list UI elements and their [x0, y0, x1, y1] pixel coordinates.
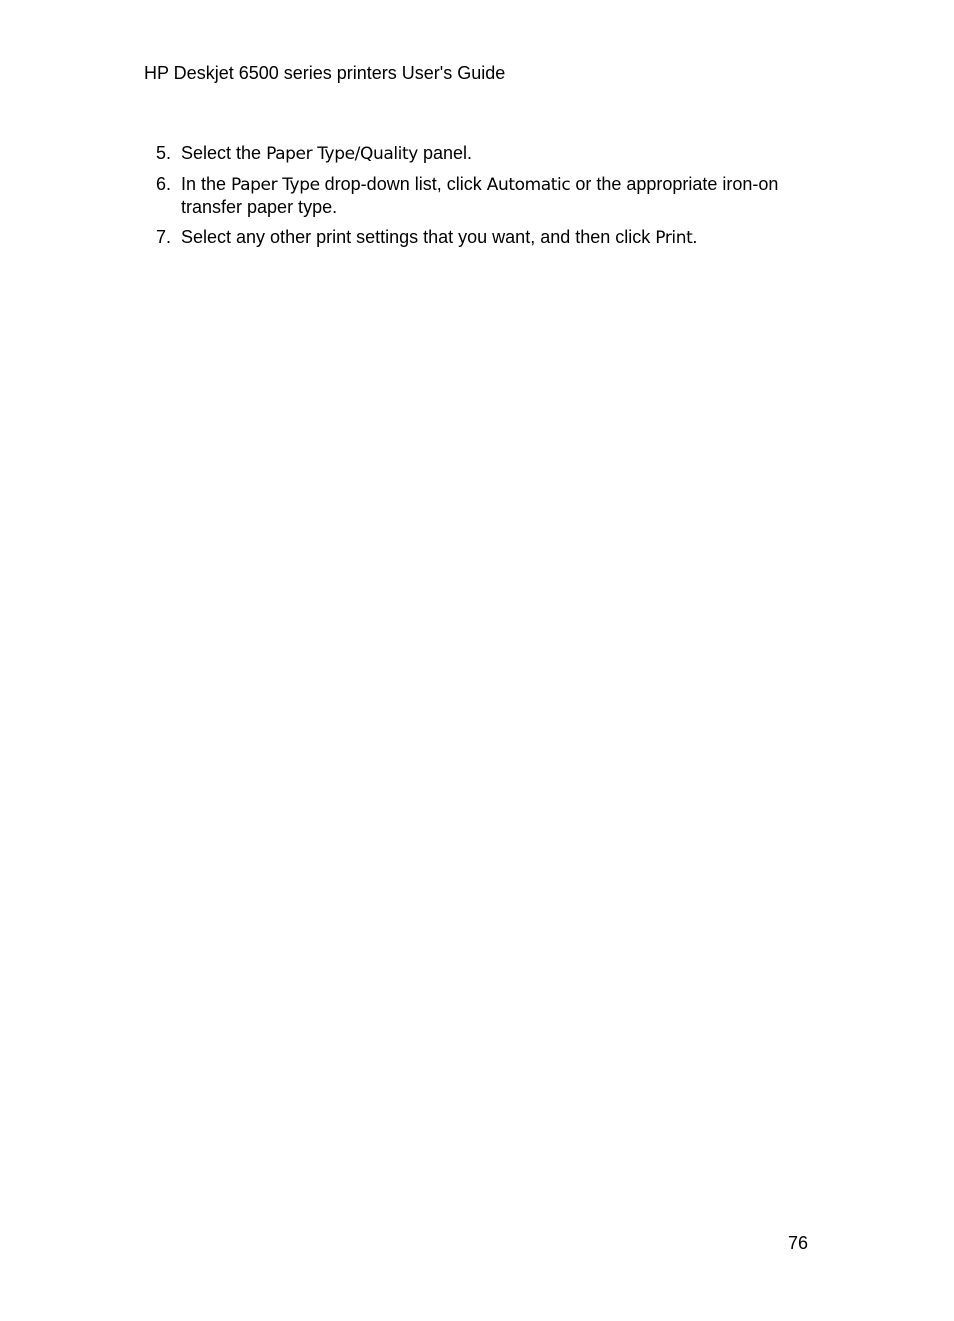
step-number: 7.: [156, 227, 172, 247]
step-7: [144, 226, 814, 249]
step-5: [144, 142, 814, 165]
step-text: In the: [181, 174, 232, 194]
ui-term-automatic: Automatic: [486, 175, 571, 195]
step-text: or the appropriate iron-on transfer paper type.: [181, 174, 779, 217]
step-number: 6.: [156, 174, 172, 194]
ui-term-paper-type: Paper Type: [231, 175, 320, 195]
step-6: [144, 173, 814, 218]
step-text: Select any other print settings that you want, and then click: [181, 227, 656, 247]
step-text: Select the: [181, 143, 267, 163]
instruction-steps: [144, 142, 814, 257]
document-header: HP Deskjet 6500 series printers User's Guide: [144, 63, 506, 83]
ui-term-paper-type-quality: Paper Type/Quality: [266, 144, 418, 164]
step-text: .: [692, 227, 698, 247]
step-number: 5.: [156, 143, 172, 163]
page-number: 76: [788, 1233, 809, 1253]
step-text: drop-down list, click: [319, 174, 487, 194]
step-text: panel.: [417, 143, 472, 163]
ui-term-print: Print: [655, 228, 693, 248]
